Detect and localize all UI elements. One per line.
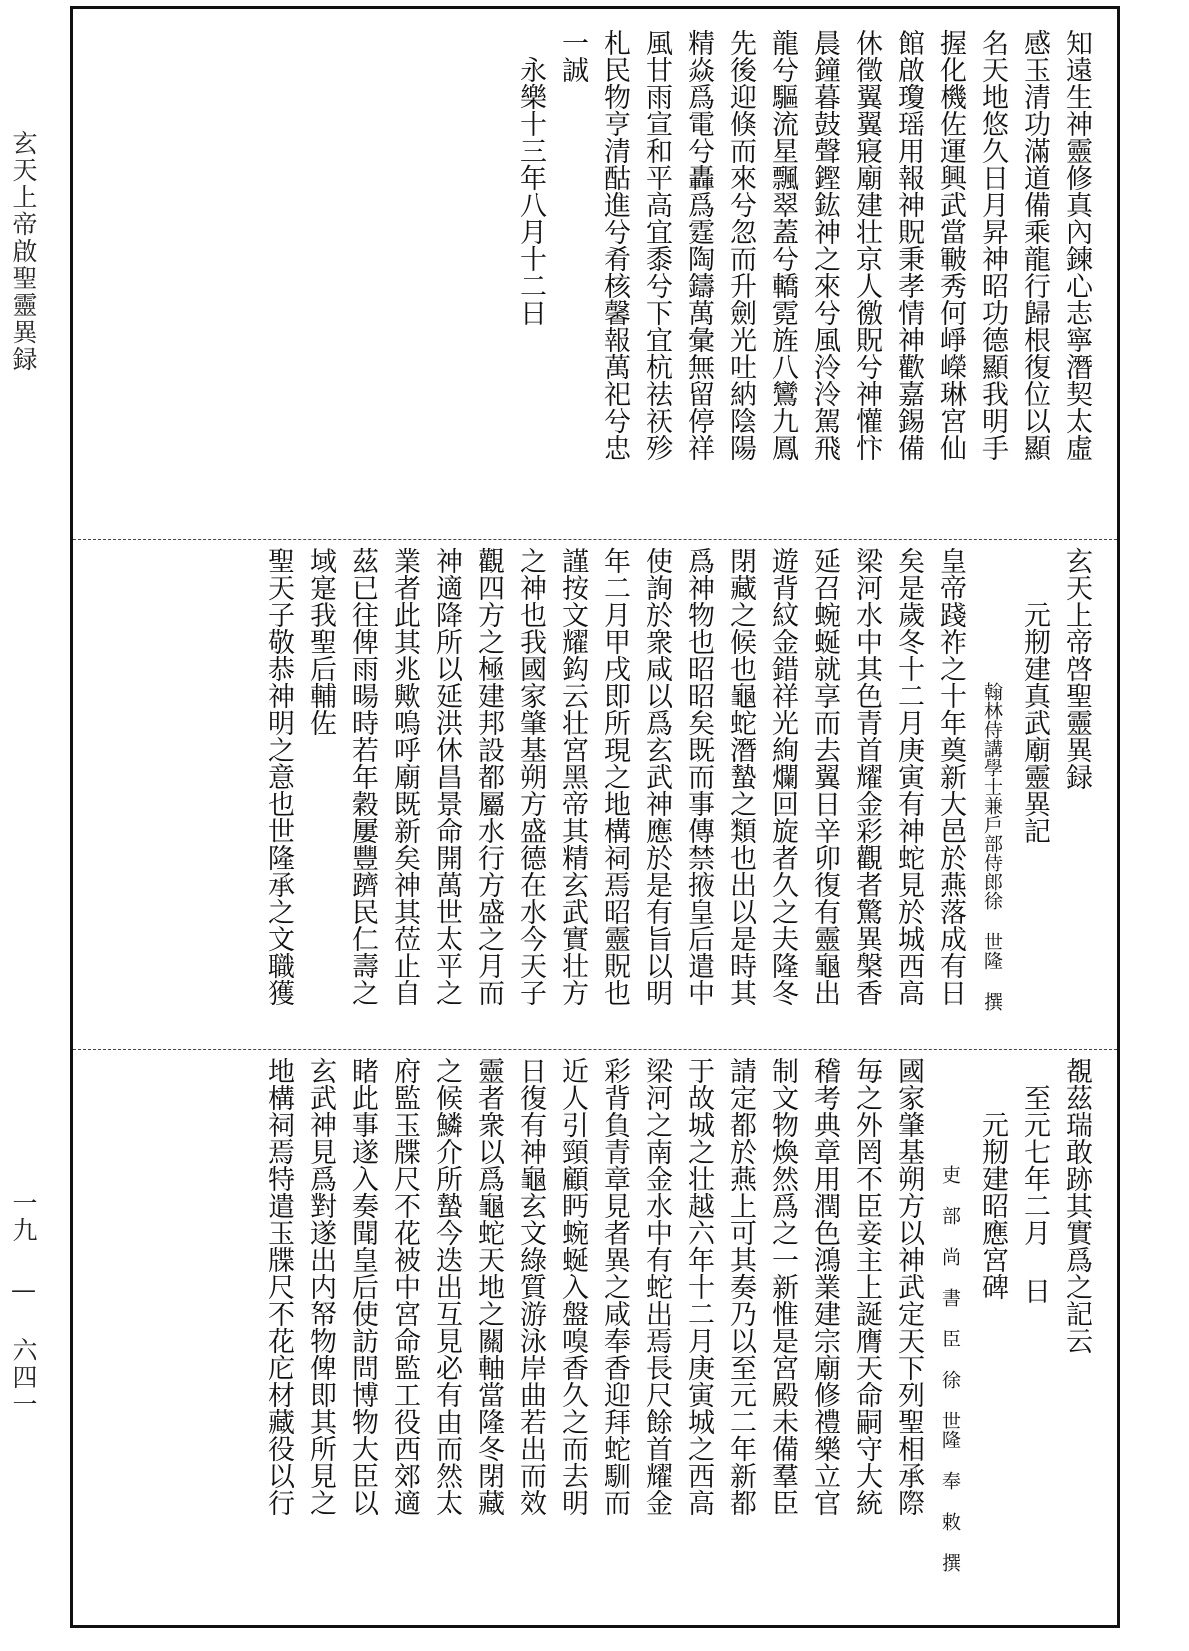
text-column: 毎之外罔不臣妾主上誕膺天命嗣守大統 [851, 1057, 882, 1516]
text-column: 域寔我聖后輔佐 [305, 547, 336, 736]
text-column: 觀四方之極建邦設都屬水行方盛之月而 [473, 547, 504, 1006]
text-column: 使詢於衆咸以爲玄武神應於是有旨以明 [641, 547, 672, 1006]
text-column: 札民物亨清酤進兮肴核馨報萬祀兮忠 [599, 29, 630, 461]
vertical-text-block [497, 29, 1097, 529]
text-column: 神適降所以延洪休昌景命開萬世太平之 [431, 547, 462, 1006]
text-column: 彩背負青章見者異之咸奉香迎拜蛇馴而 [599, 1057, 630, 1516]
text-column: 梁河水中其色青首耀金彩觀者驚異槃香 [851, 547, 882, 1006]
text-column: 靈者衆以爲龜蛇天地之關軸當隆冬閉藏 [473, 1057, 504, 1516]
text-column: 睹此事遂入奏聞皇后使訪問博物大臣以 [347, 1057, 378, 1516]
author-line: 翰林侍講學士兼戶部侍郎徐 世隆 撰 [981, 682, 1003, 1011]
text-frame [70, 6, 1120, 1628]
text-column: 晨鐘暮鼓聲鏗鈜神之來兮風泠泠駕飛 [809, 29, 840, 461]
text-column: 之候鱗介所蟄今迭出互見必有由而然太 [431, 1057, 462, 1516]
text-column: 一誠 [557, 29, 588, 83]
author-line: 吏 部 尚 書 臣 徐 世隆 奉 敕 撰 [939, 1165, 961, 1572]
text-column: 風甘雨宣和平高宜黍兮下宜杭祛祆殄 [641, 29, 672, 461]
text-column: 爲神物也昭昭矣既而事傳禁掖皇后遣中 [683, 547, 714, 1006]
register-divider [73, 539, 1117, 540]
date-line: 永樂十三年八月十二日 [515, 56, 546, 326]
section-title: 元剏建昭應宮碑 [977, 1111, 1008, 1300]
text-column: 遊背紋金錯祥光絢爛回旋者久之夫隆冬 [767, 547, 798, 1006]
lower-register [73, 1057, 1117, 1617]
text-column: 皇帝踐祚之十年奠新大邑於燕落成有日 [935, 547, 966, 1006]
text-column: 國家肇基朔方以神武定天下列聖相承際 [893, 1057, 924, 1516]
upper-register [73, 29, 1117, 529]
vertical-text-block [257, 547, 1097, 1041]
vertical-text-block [257, 1057, 1097, 1617]
text-column: 休徵翼翼寢廟建壮京人徼貺兮神懽忭 [851, 29, 882, 461]
text-column: 握化機佐運興武當皸秀何崢嶸琳宮仙 [935, 29, 966, 461]
text-column: 于故城之壮越六年十二月庚寅城之西高 [683, 1057, 714, 1516]
text-column: 感玉清功滿道備乘龍行歸根復位以顯 [1019, 29, 1050, 461]
text-column: 館啟瓊瑶用報神貺秉孝情神歡嘉錫備 [893, 29, 924, 461]
text-column: 稽考典章用潤色鴻業建宗廟修禮樂立官 [809, 1057, 840, 1516]
text-column: 覩茲瑞敢跡其實爲之記云 [1061, 1057, 1092, 1354]
text-column: 之神也我國家肇基朔方盛德在水今天子 [515, 547, 546, 1006]
book-title: 玄天上帝啓聖靈異録 [1061, 547, 1092, 790]
date-line: 至元七年二月 日 [1019, 1084, 1050, 1304]
text-column: 聖天子敬恭神明之意也世隆承之文職獲 [263, 547, 294, 1006]
register-divider [73, 1049, 1117, 1050]
text-column: 日復有神龜玄文綠質游泳岸曲若出而效 [515, 1057, 546, 1516]
text-column: 制文物煥然爲之一新惟是宮殿未備羣臣 [767, 1057, 798, 1516]
text-column: 延召蜿蜒就享而去翼日辛卯復有靈龜出 [809, 547, 840, 1006]
text-column: 名天地悠久日月昇神昭功德顯我明手 [977, 29, 1008, 461]
text-column: 先後迎倏而來兮忽而升劍光吐納陰陽 [725, 29, 756, 461]
text-column: 矣是歲冬十二月庚寅有神蛇見於城西高 [893, 547, 924, 1006]
text-column: 梁河之南金水中有蛇出焉長尺餘首耀金 [641, 1057, 672, 1516]
text-column: 年二月甲戌即所現之地構祠焉昭靈貺也 [599, 547, 630, 1006]
section-title: 元剏建真武廟靈異記 [1019, 601, 1050, 844]
text-column: 玄武神見爲對遂出内帑物俾即其所見之 [305, 1057, 336, 1516]
text-column: 地構祠焉特遣玉牒尺不花庀材藏役以行 [263, 1057, 294, 1516]
text-column: 茲已往俾雨暘時若年穀屢豐躋民仁壽之 [347, 547, 378, 1006]
text-column: 近人引頸顧眄蜿蜒入盤嗅香久之而去明 [557, 1057, 588, 1516]
text-column: 業者此其兆歟嗚呼廟既新矣神其莅止自 [389, 547, 420, 1006]
text-column: 閉藏之候也龜蛇潛蟄之類也出以是時其 [725, 547, 756, 1006]
text-column: 謹按文耀鈎云壮宮黑帝其精玄武實壮方 [557, 547, 588, 1006]
text-column: 精焱爲電兮轟爲霆陶鑄萬彙無留停祥 [683, 29, 714, 461]
running-title: 玄天上帝啟聖靈異録 [9, 130, 38, 373]
text-column: 請定都於燕上可其奏乃以至元二年新都 [725, 1057, 756, 1516]
text-column: 知遠生神靈修真內鍊心志寧潛契太虛 [1061, 29, 1092, 461]
page-number: 一九 — 六四一 [9, 1190, 38, 1418]
middle-register [73, 547, 1117, 1041]
text-column: 府監玉牒尺不花被中宮命監工役西郊適 [389, 1057, 420, 1516]
text-column: 龍兮驅流星飄翠蓋兮轎霓旌八鸞九鳳 [767, 29, 798, 461]
